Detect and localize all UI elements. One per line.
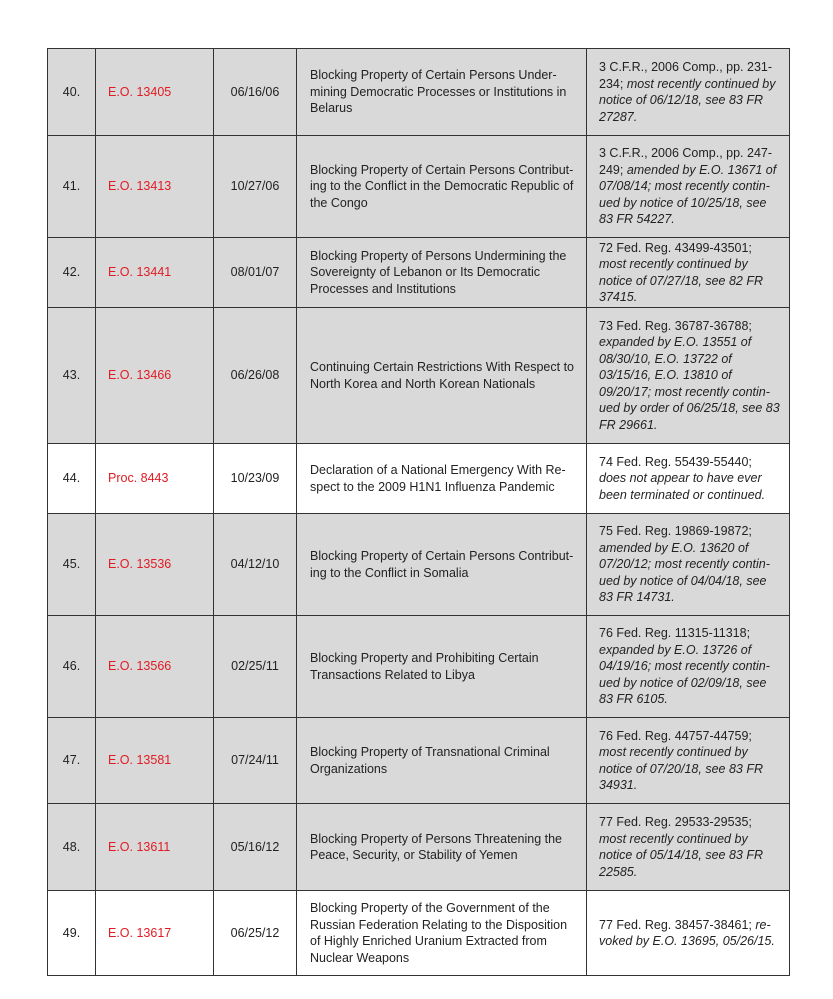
order-date: 02/25/11	[214, 616, 297, 718]
emergency-orders-table	[47, 48, 790, 976]
citation-italic: amended by E.O. 13620 of 07/20/12; most recently contin-ued by notice of 04/04/18, see 83 FR 14731.	[599, 540, 770, 605]
row-number: 46.	[48, 616, 96, 718]
order-date: 10/23/09	[214, 444, 297, 514]
citation-plain: 75 Fed. Reg. 19869-19872;	[599, 524, 752, 539]
order-citation	[587, 891, 790, 976]
order-citation	[587, 804, 790, 891]
order-date: 10/27/06	[214, 136, 297, 238]
citation-plain: 73 Fed. Reg. 36787-36788;	[599, 318, 752, 333]
citation-plain: 74 Fed. Reg. 55439-55440;	[599, 454, 752, 469]
order-id: E.O. 13405	[96, 49, 214, 136]
order-citation	[587, 444, 790, 514]
table-body	[48, 49, 790, 976]
citation-plain: 77 Fed. Reg. 29533-29535;	[599, 815, 752, 829]
citation-plain: 3 C.F.R., 2006 Comp., pp. 247-249;	[599, 146, 773, 177]
citation-italic: does not appear to have ever been terminated or continued.	[599, 471, 766, 502]
order-date: 08/01/07	[214, 238, 297, 308]
table-row	[48, 616, 790, 718]
order-id: Proc. 8443	[96, 444, 214, 514]
order-id: E.O. 13617	[96, 891, 214, 976]
table-row	[48, 718, 790, 804]
order-citation	[587, 136, 790, 238]
order-id: E.O. 13536	[96, 514, 214, 616]
citation-plain: 76 Fed. Reg. 11315-11318;	[599, 626, 751, 641]
citation-italic: expanded by E.O. 13551 of 08/30/10, E.O. 13722 of 03/15/16, E.O. 13810 of 09/20/17; most recently contin-ued by order of 06/25/18, see 83 FR 29661.	[599, 335, 780, 432]
citation-plain: 77 Fed. Reg. 38457-38461;	[599, 917, 756, 932]
order-title: Blocking Property of Certain Persons Contribut-ing to the Conflict in the Democratic Republic of the Congo	[297, 136, 587, 238]
table-row	[48, 49, 790, 136]
citation-italic: most recently continued by notice of 07/20/18, see 83 FR 34931.	[599, 745, 763, 792]
citation-plain: 76 Fed. Reg. 44757-44759;	[599, 728, 752, 743]
citation-plain: 3 C.F.R., 2006 Comp., pp. 231-234;	[599, 60, 773, 91]
table-row	[48, 514, 790, 616]
order-title: Blocking Property of Persons Threatening the Peace, Security, or Stability of Yemen	[297, 804, 587, 891]
order-date: 05/16/12	[214, 804, 297, 891]
order-date: 06/26/08	[214, 308, 297, 444]
order-date: 06/25/12	[214, 891, 297, 976]
order-id: E.O. 13566	[96, 616, 214, 718]
order-title: Blocking Property of Certain Persons Under-mining Democratic Processes or Institutions in Belarus	[297, 49, 587, 136]
citation-italic: amended by E.O. 13671 of 07/08/14; most recently contin-ued by notice of 10/25/18, see 83 FR 54227.	[599, 162, 777, 227]
citation-italic: most recently continued by notice of 06/12/18, see 83 FR 27287.	[599, 76, 776, 124]
citation-italic: most recently continued by notice of 07/27/18, see 82 FR 37415.	[599, 257, 763, 304]
order-date: 04/12/10	[214, 514, 297, 616]
order-date: 07/24/11	[214, 718, 297, 804]
order-title: Continuing Certain Restrictions With Respect to North Korea and North Korean Nationals	[297, 308, 587, 444]
row-number: 47.	[48, 718, 96, 804]
citation-italic: re-voked by E.O. 13695, 05/26/15.	[599, 917, 775, 948]
order-id: E.O. 13611	[96, 804, 214, 891]
table-row	[48, 238, 790, 308]
order-id: E.O. 13581	[96, 718, 214, 804]
order-citation	[587, 616, 790, 718]
order-title: Blocking Property and Prohibiting Certain Transactions Related to Libya	[297, 616, 587, 718]
row-number: 41.	[48, 136, 96, 238]
row-number: 48.	[48, 804, 96, 891]
order-citation	[587, 49, 790, 136]
row-number: 45.	[48, 514, 96, 616]
table-row	[48, 804, 790, 891]
row-number: 49.	[48, 891, 96, 976]
row-number: 44.	[48, 444, 96, 514]
row-number: 42.	[48, 238, 96, 308]
citation-italic: expanded by E.O. 13726 of 04/19/16; most recently contin-ued by notice of 02/09/18, see 83 FR 6105.	[599, 642, 770, 707]
order-id: E.O. 13441	[96, 238, 214, 308]
order-citation	[587, 514, 790, 616]
order-title: Blocking Property of Persons Undermining the Sovereignty of Lebanon or Its Democratic Processes and Institutions	[297, 238, 587, 308]
table-row	[48, 136, 790, 238]
order-title: Declaration of a National Emergency With Re-spect to the 2009 H1N1 Influenza Pandemic	[297, 444, 587, 514]
row-number: 43.	[48, 308, 96, 444]
order-title: Blocking Property of Certain Persons Contribut-ing to the Conflict in Somalia	[297, 514, 587, 616]
citation-italic: most recently continued by notice of 05/14/18, see 83 FR 22585.	[599, 831, 763, 879]
order-citation	[587, 238, 790, 308]
order-date: 06/16/06	[214, 49, 297, 136]
table-row	[48, 308, 790, 444]
order-citation	[587, 308, 790, 444]
order-id: E.O. 13466	[96, 308, 214, 444]
table-row	[48, 891, 790, 976]
order-citation	[587, 718, 790, 804]
table-row	[48, 444, 790, 514]
order-title: Blocking Property of the Government of the Russian Federation Relating to the Disposition of Highly Enriched Uranium Extracted from Nuclear Weapons	[297, 891, 587, 976]
row-number: 40.	[48, 49, 96, 136]
citation-plain: 72 Fed. Reg. 43499-43501;	[599, 240, 752, 255]
order-title: Blocking Property of Transnational Criminal Organizations	[297, 718, 587, 804]
order-id: E.O. 13413	[96, 136, 214, 238]
